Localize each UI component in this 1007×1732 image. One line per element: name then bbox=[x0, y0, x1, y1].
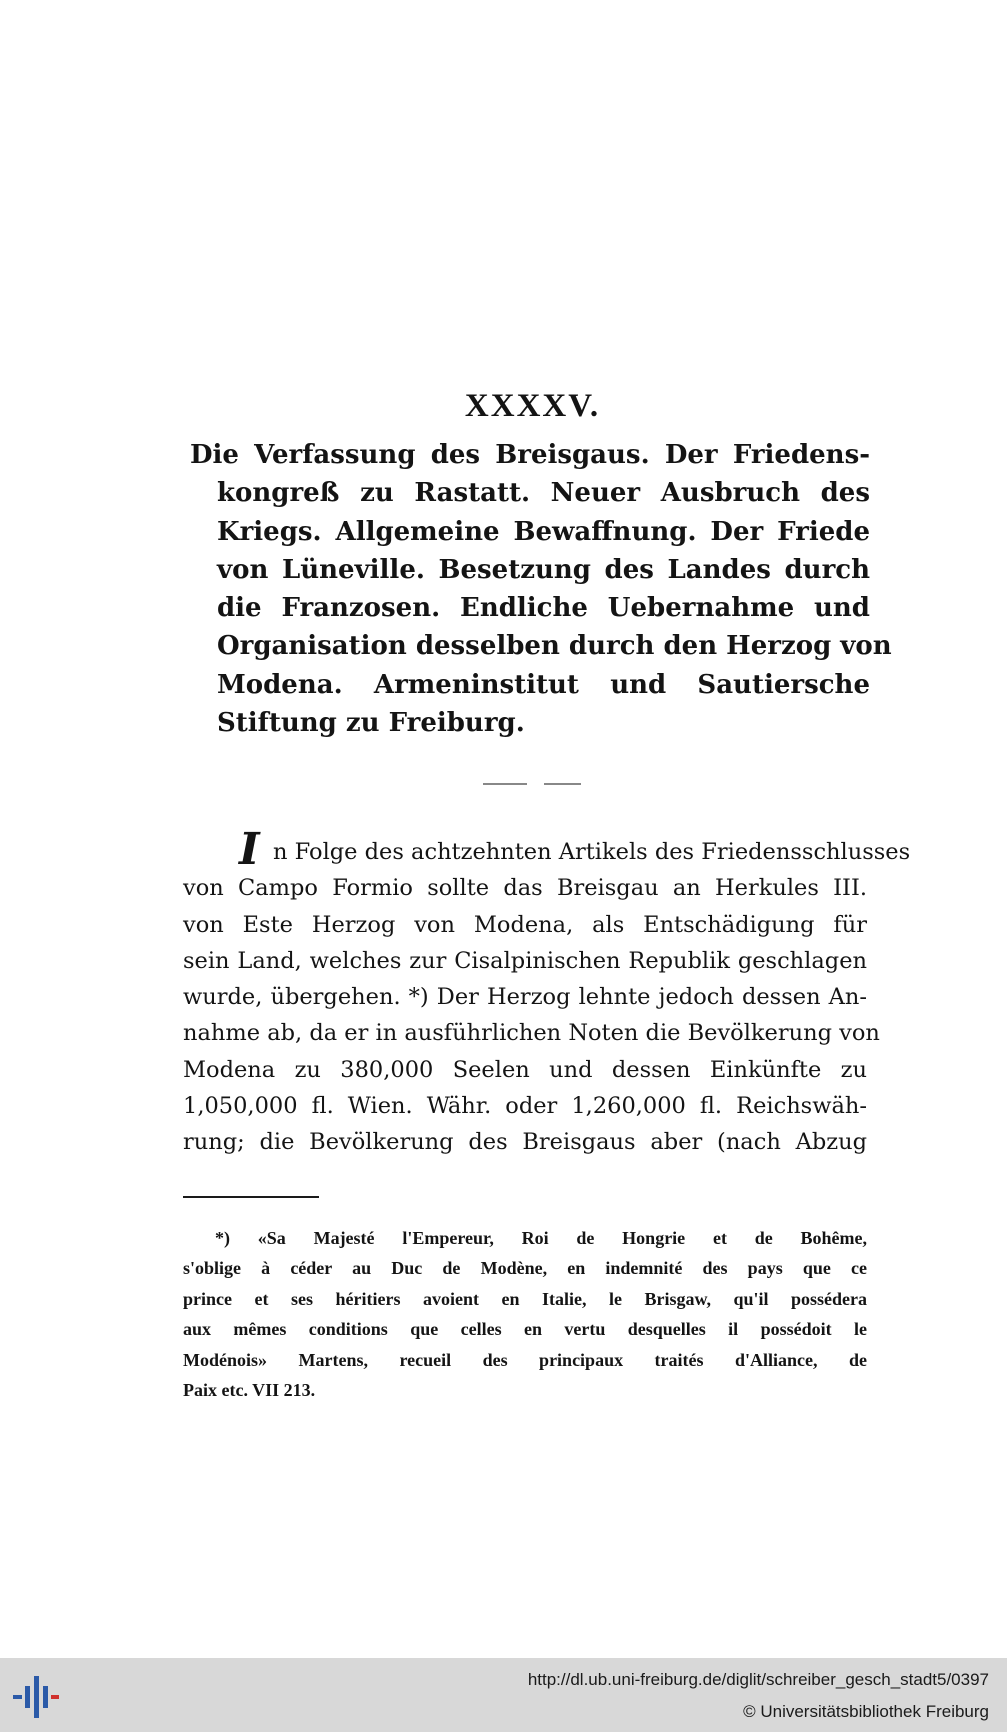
body-line: nahme ab, da er in ausführlichen Noten die Bevölkerung von bbox=[183, 1020, 880, 1047]
heading-line: Kriegs. Allgemeine Bewaffnung. Der Friede bbox=[217, 516, 870, 547]
body-line bbox=[183, 834, 911, 870]
footnote-line: Paix etc. VII 213. bbox=[183, 1379, 316, 1400]
body-line: von Este Herzog von Modena, als Entschädigung für bbox=[183, 911, 867, 938]
body-paragraph bbox=[183, 824, 911, 1161]
body-line: wurde, übergehen. *) Der Herzog lehnte jedoch dessen An- bbox=[183, 984, 867, 1011]
footer-bar bbox=[0, 1658, 1007, 1732]
body-line-text: n Folge des achtzehnten Artikels des Friedensschlusses bbox=[273, 839, 911, 865]
drop-initial: I bbox=[239, 824, 260, 875]
copyright-notice: © Universitätsbibliothek Freiburg bbox=[743, 1702, 989, 1721]
heading-line: Modena. Armeninstitut und Sautiersche bbox=[217, 669, 870, 700]
body-line: 1,050,000 fl. Wien. Währ. oder 1,260,000 fl. Reichswäh- bbox=[183, 1093, 867, 1120]
heading-line: Stiftung zu Freiburg. bbox=[217, 708, 525, 739]
chapter-heading bbox=[190, 436, 892, 742]
ub-freiburg-logo-icon bbox=[13, 1676, 59, 1718]
heading-line: Die Verfassung des Breisgaus. Der Friedens- bbox=[190, 440, 870, 470]
footnote-rule bbox=[183, 1196, 319, 1198]
footnote-line: *) «Sa Majesté l'Empereur, Roi de Hongrie et de Bohême, bbox=[215, 1228, 867, 1248]
footnote-line: Modénois» Martens, recueil des principaux traités d'Alliance, de bbox=[183, 1349, 867, 1370]
body-line: rung; die Bevölkerung des Breisgaus aber (nach Abzug bbox=[183, 1129, 867, 1156]
chapter-number: XXXXV. bbox=[464, 388, 601, 424]
body-line: Modena zu 380,000 Seelen und dessen Einkünfte zu bbox=[183, 1056, 867, 1083]
footnote-line: s'oblige à céder au Duc de Modène, en indemnité des pays que ce bbox=[183, 1258, 867, 1279]
section-separator bbox=[483, 783, 581, 785]
heading-line: die Franzosen. Endliche Uebernahme und bbox=[217, 593, 870, 624]
body-line: von Campo Formio sollte das Breisgau an Herkules III. bbox=[183, 875, 867, 902]
footnote bbox=[183, 1223, 867, 1405]
source-url[interactable]: http://dl.ub.uni-freiburg.de/diglit/schreiber_gesch_stadt5/0397 bbox=[527, 1670, 989, 1689]
heading-line: von Lüneville. Besetzung des Landes durch bbox=[217, 554, 870, 585]
body-line: sein Land, welches zur Cisalpinischen Republik geschlagen bbox=[183, 947, 867, 974]
heading-line: Organisation desselben durch den Herzog von bbox=[217, 631, 892, 662]
footnote-line: aux mêmes conditions que celles en vertu desquelles il possédoit le bbox=[183, 1319, 867, 1340]
heading-line: kongreß zu Rastatt. Neuer Ausbruch des bbox=[217, 478, 870, 509]
footnote-line: prince et ses héritiers avoient en Italie, le Brisgaw, qu'il possédera bbox=[183, 1288, 867, 1309]
